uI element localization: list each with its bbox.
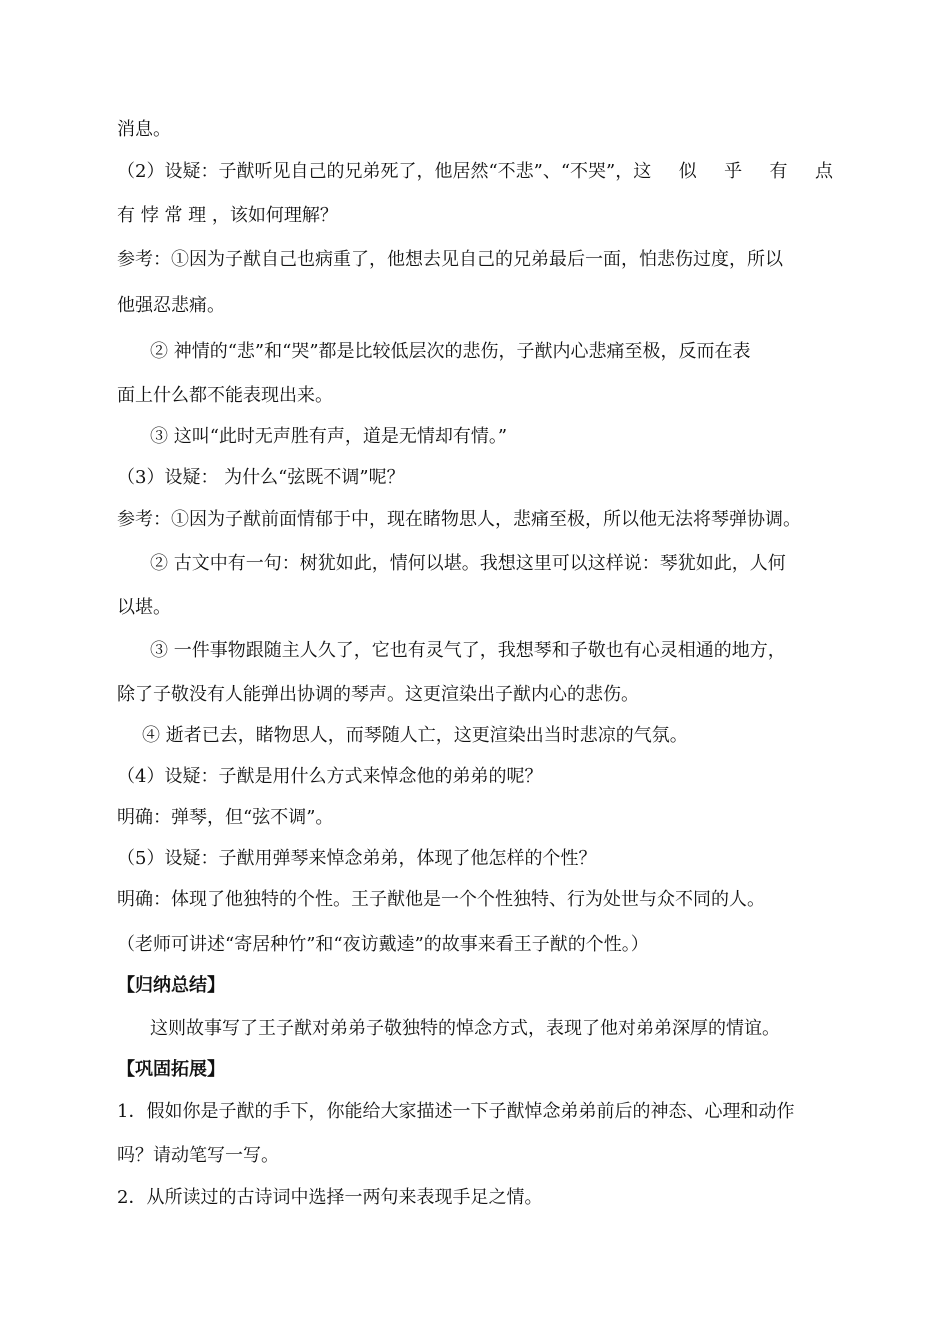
text-line: 明确：体现了他独特的个性。王子猷他是一个个性独特、行为处世与众不同的人。 <box>117 889 765 910</box>
text-segment: （2）设疑：子猷听见自己的兄弟死了，他居然“不悲”、“不哭”，这 <box>117 161 652 182</box>
section-heading: 【巩固拓展】 <box>117 1059 225 1080</box>
text-line: 他强忍悲痛。 <box>117 295 225 316</box>
text-line: 参考：①因为子猷自己也病重了，他想去见自己的兄弟最后一面，怕悲伤过度，所以 <box>117 249 783 270</box>
text-line: 明确：弹琴，但“弦不调”。 <box>117 807 334 828</box>
text-line: 除了子敬没有人能弹出协调的琴声。这更渲染出子猷内心的悲伤。 <box>117 684 639 705</box>
text-segment: 点 <box>814 161 833 182</box>
text-line: （老师可讲述“寄居种竹”和“夜访戴逵”的故事来看王子猷的个性。） <box>117 934 649 955</box>
text-line: ③ 一件事物跟随主人久了，它也有灵气了，我想琴和子敬也有心灵相通的地方， <box>150 640 786 661</box>
text-line: ④ 逝者已去，睹物思人，而琴随人亡，这更渲染出当时悲凉的气氛。 <box>142 725 688 746</box>
text-segment: 似 <box>678 161 697 182</box>
text-line: 面上什么都不能表现出来。 <box>117 385 333 406</box>
text-line: 以堪。 <box>117 597 171 618</box>
text-line: 吗？请动笔写一写。 <box>117 1145 279 1166</box>
text-line: ② 古文中有一句：树犹如此，情何以堪。我想这里可以这样说：琴犹如此，人何 <box>150 553 786 574</box>
text-line: 2．从所读过的古诗词中选择一两句来表现手足之情。 <box>117 1187 543 1208</box>
text-line: （5）设疑：子猷用弹琴来悼念弟弟，体现了他怎样的个性？ <box>117 848 597 869</box>
text-line: 1．假如你是子猷的手下，你能给大家描述一下子猷悼念弟弟前后的神态、心理和动作 <box>117 1101 795 1122</box>
text-segment: 乎 <box>724 161 743 182</box>
text-line: （3）设疑： 为什么“弦既不调”呢？ <box>117 467 405 488</box>
text-segment: 有 <box>769 161 788 182</box>
text-line: ② 神情的“悲”和“哭”都是比较低层次的悲伤，子猷内心悲痛至极，反而在表 <box>150 341 751 362</box>
text-line: ③ 这叫“此时无声胜有声，道是无情却有情。” <box>150 426 508 447</box>
text-line: 消息。 <box>117 119 171 140</box>
section-heading: 【归纳总结】 <box>117 975 225 996</box>
text-line: 这则故事写了王子猷对弟弟子敬独特的悼念方式，表现了他对弟弟深厚的情谊。 <box>150 1018 780 1039</box>
text-line: （4）设疑：子猷是用什么方式来悼念他的弟弟的呢？ <box>117 766 543 787</box>
text-line <box>117 160 833 184</box>
text-line: 参考：①因为子猷前面情郁于中，现在睹物思人，悲痛至极，所以他无法将琴弹协调。 <box>117 509 801 530</box>
text-line: 有 悖 常 理 ，该如何理解？ <box>117 205 338 226</box>
